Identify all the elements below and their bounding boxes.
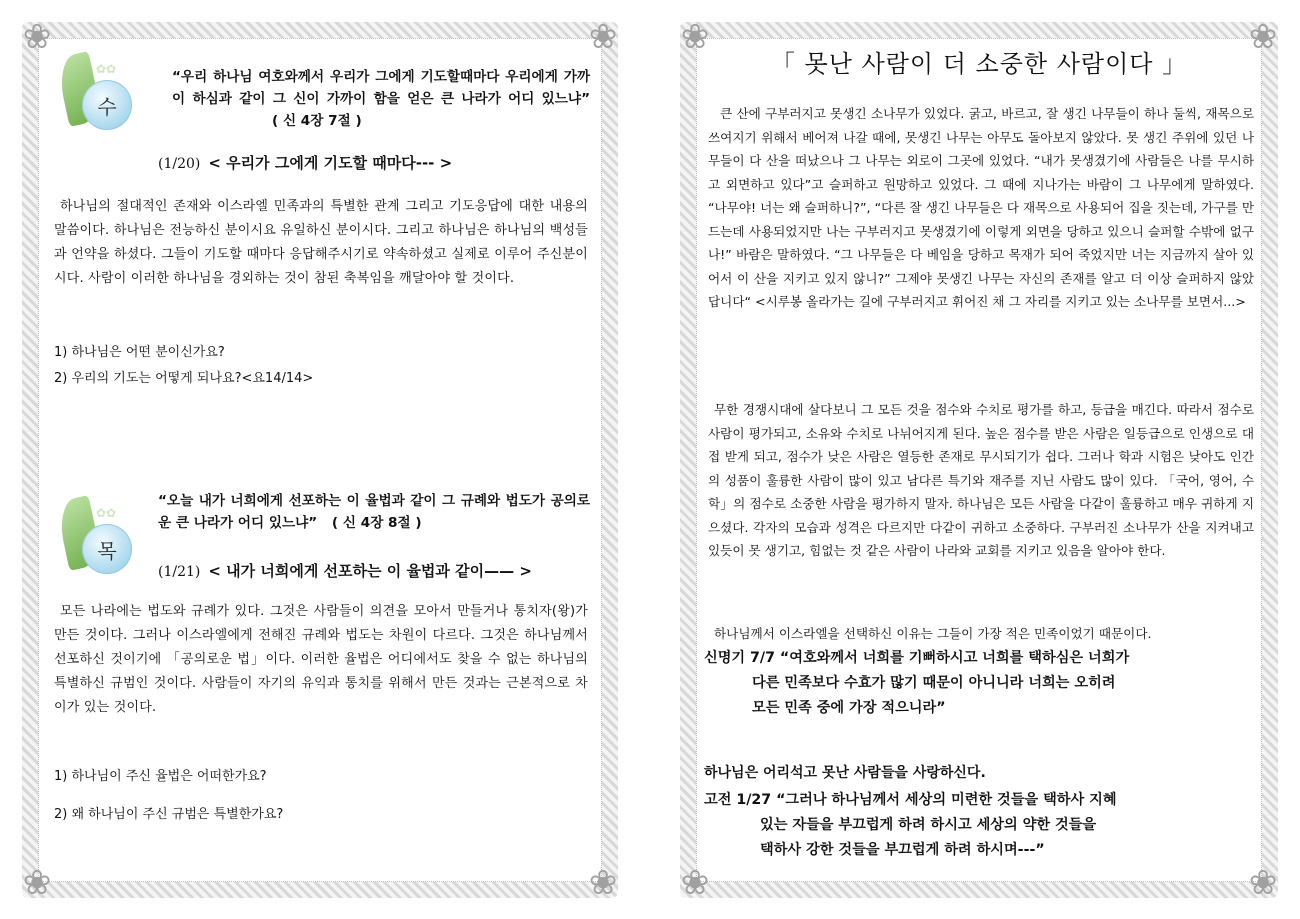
right-content	[704, 42, 1254, 874]
devotion-body: 하나님의 절대적인 존재와 이스라엘 민족과의 특별한 관계 그리고 기도응답에 대한 내용의 말씀이다. 하나님은 전능하신 분이시요 유일하신 분이시다. 그리고 하나님은 하나님의 백성들과 언약을 하셨다. 그들이 기도할 때마다 응답해주시기로 약속하셨고 실제로 이루어 주신분이시다. 사람이 이러한 하나님을 경외하는 것이 참된 축복임을 깨달아야 할 것이다.	[54, 199, 588, 286]
quote-text: “우리 하나님 여호와께서 우리가 그에게 기도할때마다 우리에게 가까이 하심과 같이 그 신이 가까이 함을 얻은 큰 나라가 어디 있느냐”	[172, 69, 590, 107]
day-heading	[158, 152, 452, 173]
flower-ornament-icon: ❀	[680, 17, 710, 57]
left-page	[22, 17, 618, 903]
quote-text: “오늘 내가 너희에게 선포하는 이 율법과 같이 그 규례와 법도가 공의로운 큰 나라가 어디 있느냐”	[158, 493, 590, 531]
question-2: 2) 우리의 기도는 어떻게 되나요?<요14/14>	[54, 371, 314, 386]
lily-flower-icon: ✿✿	[96, 62, 117, 76]
verse-line: 모든 민족 중에 가장 적으니라”	[752, 700, 946, 716]
heading-title: < 우리가 그에게 기도할 때마다--- >	[208, 154, 453, 172]
right-page	[680, 17, 1278, 903]
day-circle: 목	[82, 524, 132, 574]
question-1: 1) 하나님은 어떤 분이신가요?	[54, 345, 225, 360]
scripture-reference: ( 신 4장 7절 )	[272, 113, 362, 129]
verse-line: 신명기 7/7 “여호와께서 너희를 기뻐하시고 너희를 택하심은 너희가	[704, 650, 1130, 666]
left-content	[52, 52, 588, 868]
flower-ornament-icon: ❀	[588, 17, 618, 57]
verse-line: 다른 민족보다 수효가 많기 때문이 아니니라 너희는 오히려	[752, 675, 1116, 691]
scripture-verse-deuteronomy	[704, 646, 1254, 721]
essay-paragraph-3: 하나님께서 이스라엘을 선택하신 이유는 그들이 가장 적은 민족이었기 때문이다.	[714, 626, 1152, 641]
verse-line: 있는 자들을 부끄럽게 하려 하시고 세상의 약한 것들을	[760, 817, 1097, 833]
key-statement: 하나님은 어리석고 못난 사람들을 사랑하신다.	[704, 765, 986, 781]
heading-date: (1/20)	[158, 156, 201, 172]
question-2: 2) 왜 하나님이 주신 규범은 특별한가요?	[54, 807, 284, 822]
flower-ornament-icon: ❀	[22, 863, 52, 903]
lily-flower-icon: ✿✿	[96, 506, 117, 520]
essay-title: 「 못난 사람이 더 소중한 사람이다 」	[770, 50, 1188, 78]
essay-paragraph-1: 큰 산에 구부러지고 못생긴 소나무가 있었다. 굵고, 바르고, 잘 생긴 나무들이 하나 둘씩, 재목으로 쓰여지기 위해서 베어져 나갈 때에, 못생긴 나무는 아무도 돌아보지 않았다. 못 생긴 주위에 있던 나무들이 다 산을 떠났으나 그 나무는 외로이 그곳에 있었다. “내가 못생겼기에 사람들은 나를 무시하고 외면하고 있다”고 슬퍼하고 원망하고 있었다. 그 때에 지나가는 바람이 그 나무에게 말하였다. “나무야! 너는 왜 슬퍼하니?”, “다른 잘 생긴 나무들은 다 재목으로 사용되어 집을 짓는데, 가구를 만드는데 사용되었지만 나는 구부러지고 못생겼기에 이렇게 외면을 당하고 있으니 슬퍼할 수밖에 없구나!” 바람은 말하였다. “그 나무들은 다 베임을 당하고 목재가 되어 죽었지만 너는 지금까지 살아 있어서 이 산을 지키고 있지 않니?” 그제야 못생긴 나무는 자신의 존재를 알고 더 이상 슬퍼하지 않았답니다“ <시루봉 올라가는 길에 구부러지고 휘어진 채 그 자리를 지키고 있는 소나무를 보면서...>	[708, 106, 1254, 309]
verse-line: 고전 1/27 “그러나 하나님께서 세상의 미련한 것들을 택하사 지혜	[704, 792, 1117, 808]
scripture-verse-corinthians	[704, 788, 1254, 863]
flower-ornament-icon: ❀	[588, 863, 618, 903]
day-emblem	[60, 54, 140, 144]
day-heading	[158, 560, 532, 581]
essay-paragraph-2: 무한 경쟁시대에 살다보니 그 모든 것을 점수와 수치로 평가를 하고, 등급을 매긴다. 따라서 점수로 사람이 평가되고, 소유와 수치로 나뉘어지게 된다. 높은 점수를 받은 사람은 일등급으로 인생으로 대접 받게 되고, 점수가 낮은 사람은 열등한 존재로 무시되기가 쉽다. 그러나 학과 시험은 낮아도 인간의 성품이 훌륭한 사람이 많이 있고 남다른 특기와 재주를 지닌 사람도 많이 있다. 「국어, 영어, 수학」의 점수로 소중한 사람을 평가하지 말자. 하나님은 모든 사람을 다같이 훌륭하고 매우 귀하게 지으셨다. 각자의 모습과 성격은 다르지만 다같이 귀하고 소중하다. 구부러진 소나무가 산을 지켜내고 있듯이 못 생기고, 힘없는 것 같은 사람이 나라와 교회를 지키고 있음을 알아야 한다.	[708, 402, 1254, 558]
flower-ornament-icon: ❀	[680, 863, 710, 903]
flower-ornament-icon: ❀	[1248, 17, 1278, 57]
heading-title: < 내가 너희에게 선포하는 이 율법과 같이—— >	[208, 562, 532, 580]
question-1: 1) 하나님이 주신 율법은 어떠한가요?	[54, 769, 267, 784]
day-emblem	[60, 498, 140, 588]
heading-date: (1/21)	[158, 564, 201, 580]
scripture-quote	[158, 490, 590, 534]
day-circle: 수	[82, 80, 132, 130]
verse-line: 택하사 강한 것들을 부끄럽게 하려 하시며---”	[760, 842, 1045, 858]
scripture-reference: ( 신 4장 8절 )	[331, 515, 422, 531]
scripture-quote	[172, 66, 590, 132]
flower-ornament-icon: ❀	[1248, 863, 1278, 903]
flower-ornament-icon: ❀	[22, 17, 52, 57]
devotion-body: 모든 나라에는 법도와 규례가 있다. 그것은 사람들이 의견을 모아서 만들거나 통치자(왕)가 만든 것이다. 그러나 이스라엘에게 전해진 규례와 법도는 차원이 다르다. 그것은 하나님께서 선포하신 것이기에 「공의로운 법」이다. 이러한 율법은 어디에서도 찾을 수 없는 하나님의 특별하신 규범인 것이다. 사람들이 자기의 유익과 통치를 위해서 만든 것과는 근본적으로 차이가 있는 것이다.	[54, 604, 588, 715]
